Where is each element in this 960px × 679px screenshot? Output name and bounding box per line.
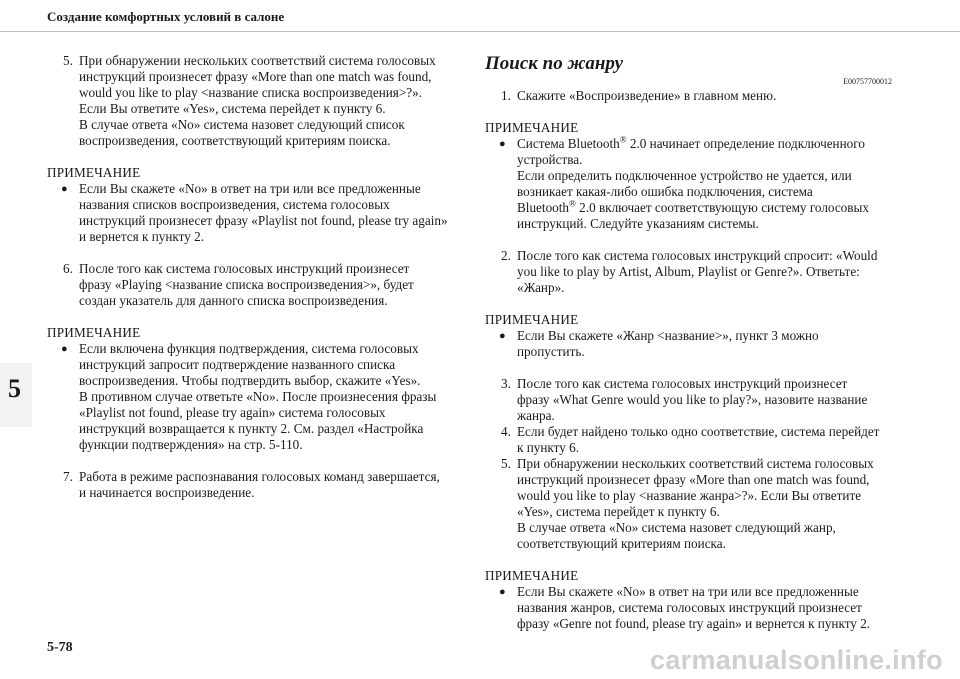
note-bullet xyxy=(61,181,463,245)
text-line: устройства. xyxy=(517,152,583,167)
text-line: названия жанров, система голосовых инструкций произнесет xyxy=(517,600,862,615)
note-bullet xyxy=(499,328,925,360)
text-line: воспроизведения, соответствующий критериям поиска. xyxy=(79,133,391,148)
step-5-left xyxy=(63,53,463,149)
step-text xyxy=(517,376,925,424)
text-line: Если Вы ответите «Yes», система перейдет к пункту 6. xyxy=(79,101,386,116)
text-line: инструкций произнесет фразу «More than one match was found, xyxy=(79,69,432,84)
watermark: carmanualsonline.info xyxy=(650,645,943,675)
header-rule xyxy=(0,31,960,32)
step-7-left xyxy=(63,469,463,501)
text-line: При обнаружении нескольких соответствий система голосовых xyxy=(79,53,436,68)
text-line: пропустить. xyxy=(517,344,585,359)
text-line: к пункту 6. xyxy=(517,440,580,455)
note-title: ПРИМЕЧАНИЕ xyxy=(485,568,579,583)
step-2-right xyxy=(501,248,925,296)
note-bullet xyxy=(499,584,925,632)
text-line: Работа в режиме распознавания голосовых команд завершается, xyxy=(79,469,440,484)
section-title: Поиск по жанру xyxy=(485,53,624,74)
page-number: 5-78 xyxy=(47,640,73,655)
text-line: и вернется к пункту 2. xyxy=(79,229,205,244)
text-fragment: 2.0 включает соответствующую систему голосовых xyxy=(575,200,869,215)
text-line: «Playlist not found, please try again» система голосовых xyxy=(79,405,386,420)
text-line: жанра. xyxy=(517,408,555,423)
text-line: инструкций. Следуйте указаниям системы. xyxy=(517,216,759,231)
step-text xyxy=(517,456,925,552)
right-column xyxy=(485,53,925,632)
text-line: возникает какая-либо ошибка подключения, система xyxy=(517,184,813,199)
chapter-number: 5 xyxy=(8,374,21,403)
text-line xyxy=(517,200,925,216)
text-line: Если Вы скажете «Жанр <название>», пункт 3 можно xyxy=(517,328,819,343)
text-line: создан указатель для данного списка воспроизведения. xyxy=(79,293,388,308)
document-code: E00757700012 xyxy=(843,77,892,86)
step-text: Скажите «Воспроизведение» в главном меню. xyxy=(517,88,777,103)
note-title: ПРИМЕЧАНИЕ xyxy=(47,325,141,340)
note-bullet xyxy=(499,136,925,232)
note-title: ПРИМЕЧАНИЕ xyxy=(47,165,141,180)
text-line: и начинается воспроизведение. xyxy=(79,485,255,500)
text-fragment: 2.0 начинает определение подключенного xyxy=(626,136,865,151)
text-line: фразу «Genre not found, please try again» и вернется к пункту 2. xyxy=(517,616,871,631)
text-line: После того как система голосовых инструкций произнесет xyxy=(79,261,410,276)
text-line: В противном случае ответьте «No». После произнесения фразы xyxy=(79,389,437,404)
text-fragment: Система Bluetooth xyxy=(517,136,620,151)
note-block xyxy=(47,165,463,245)
text-line: would you like to play <название списка воспроизведения>?». xyxy=(79,85,423,100)
text-line: После того как система голосовых инструкций спросит: «Would xyxy=(517,248,878,263)
text-line: соответствующий критериям поиска. xyxy=(517,536,726,551)
step-number: 4. xyxy=(501,424,511,439)
step-4-right xyxy=(501,424,925,456)
text-line: После того как система голосовых инструкций произнесет xyxy=(517,376,848,391)
note-block xyxy=(485,312,925,360)
text-line: фразу «Playing <название списка воспроизведения>», будет xyxy=(79,277,414,292)
step-number: 5. xyxy=(501,456,511,471)
text-line: Если будет найдено только одно соответствие, система перейдет xyxy=(517,424,880,439)
running-header: Создание комфортных условий в салоне xyxy=(47,9,285,24)
step-6-left xyxy=(63,261,463,309)
left-column xyxy=(47,53,463,501)
note-block xyxy=(485,120,925,232)
text-line: «Жанр». xyxy=(517,280,565,295)
text-line: фразу «What Genre would you like to play?», назовите название xyxy=(517,392,868,407)
text-line xyxy=(517,136,925,152)
bullet-icon: ● xyxy=(61,183,68,195)
text-line: инструкций произнесет фразу «More than one match was found, xyxy=(517,472,870,487)
bullet-icon: ● xyxy=(61,343,68,355)
text-line: функции подтверждения» на стр. 5-110. xyxy=(79,437,303,452)
text-line: инструкций произнесет фразу «Playlist not found, please try again» xyxy=(79,213,448,228)
text-line: инструкций возвращается к пункту 2. См. раздел «Настройка xyxy=(79,421,424,436)
note-bullet xyxy=(61,341,463,453)
step-number: 5. xyxy=(63,53,73,68)
bullet-icon: ● xyxy=(499,330,506,342)
text-line: you like to play by Artist, Album, Playlist or Genre?». Ответьте: xyxy=(517,264,860,279)
step-text xyxy=(517,424,925,456)
bullet-icon: ● xyxy=(499,586,506,598)
step-3-right xyxy=(501,376,925,424)
text-line: В случае ответа «No» система назовет следующий список xyxy=(79,117,405,132)
step-number: 3. xyxy=(501,376,511,391)
step-text xyxy=(79,261,463,309)
step-text xyxy=(79,53,463,149)
text-line: Если включена функция подтверждения, система голосовых xyxy=(79,341,419,356)
step-number: 6. xyxy=(63,261,73,276)
text-line: инструкций запросит подтверждение названного списка xyxy=(79,357,396,372)
registered-mark: ® xyxy=(619,134,627,145)
bullet-icon: ● xyxy=(499,138,506,150)
step-1-right xyxy=(501,88,925,104)
text-line: названия списков воспроизведения, система голосовых xyxy=(79,197,390,212)
text-line: Если Вы скажете «No» в ответ на три или все предложенные xyxy=(79,181,421,196)
step-number: 2. xyxy=(501,248,511,263)
step-number: 1. xyxy=(501,88,511,103)
text-line: Если Вы скажете «No» в ответ на три или все предложенные xyxy=(517,584,859,599)
step-text xyxy=(517,248,925,296)
registered-mark: ® xyxy=(569,198,576,209)
text-fragment: Bluetooth xyxy=(517,200,570,215)
text-line: «Yes», система перейдет к пункту 6. xyxy=(517,504,720,519)
step-text xyxy=(79,469,463,501)
note-title: ПРИМЕЧАНИЕ xyxy=(485,120,579,135)
note-title: ПРИМЕЧАНИЕ xyxy=(485,312,579,327)
text-line: Если определить подключенное устройство не удается, или xyxy=(517,168,852,183)
step-5-right xyxy=(501,456,925,552)
text-line: would you like to play <название жанра>?». Если Вы ответите xyxy=(517,488,862,503)
note-block xyxy=(47,325,463,453)
step-number: 7. xyxy=(63,469,73,484)
text-line: воспроизведения. Чтобы подтвердить выбор, скажите «Yes». xyxy=(79,373,421,388)
note-block xyxy=(485,568,925,632)
text-line: В случае ответа «No» система назовет следующий жанр, xyxy=(517,520,836,535)
text-line: При обнаружении нескольких соответствий система голосовых xyxy=(517,456,874,471)
